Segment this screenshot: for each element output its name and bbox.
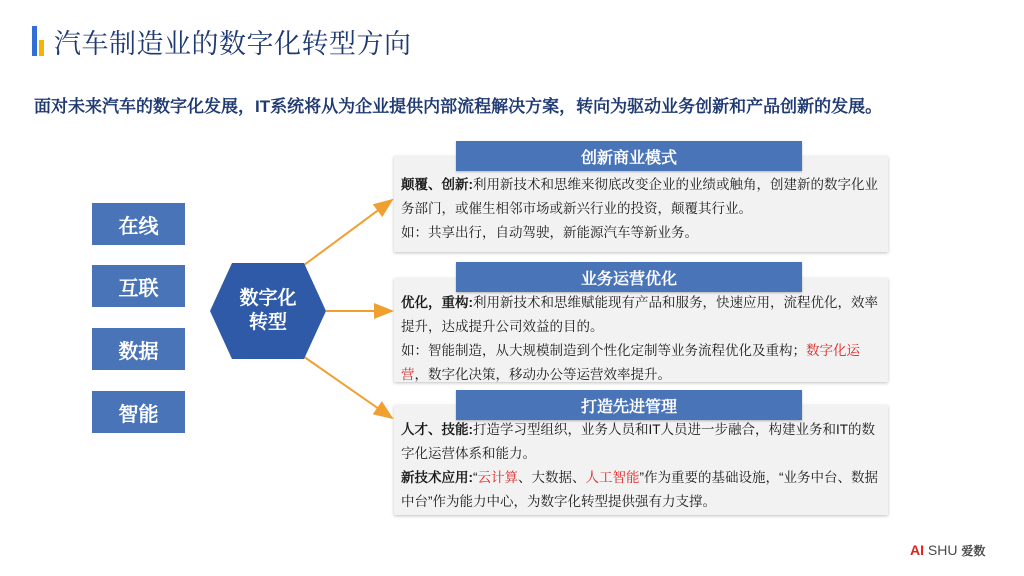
panel3-quote-open: “	[473, 470, 478, 485]
panel2-highlight: 数字化运营	[401, 343, 860, 382]
panel3-middle: 、大数据、	[518, 470, 586, 485]
panel2-bold-lead: 优化，重构:	[401, 295, 473, 310]
panel3-bold-lead: 人才、技能:	[401, 422, 473, 437]
panel-body-operations	[401, 291, 883, 387]
panel1-example: 如：共享出行，自动驾驶，新能源汽车等新业务。	[401, 225, 698, 240]
logo-ai: AI	[910, 542, 924, 558]
page-subtitle: 面对未来汽车的数字化发展，IT系统将从为企业提供内部流程解决方案，转向为驱动业务创新和产品创新的发展。	[34, 97, 883, 116]
left-item-interconnect: 互联	[92, 265, 185, 307]
panel2-text: 利用新技术和思维赋能现有产品和服务，快速应用，流程优化，效率提升，达成提升公司效益的目的。	[401, 295, 878, 334]
panel2-example: 如：智能制造，从大规模制造到个性化定制等业务流程优化及重构；	[401, 343, 806, 358]
arrow-to-business-model	[300, 200, 392, 268]
panel1-text: 利用新技术和思维来彻底改变企业的业绩或触角，创建新的数字化业务部门，或催生相邻市场或新兴行业的投资，颠覆其行业。	[401, 177, 878, 216]
panel3-text: 打造学习型组织，业务人员和IT人员进一步融合，构建业务和IT的数字化运营体系和能力。	[401, 422, 875, 461]
brand-logo	[910, 542, 985, 559]
panel-header-operations: 业务运营优化	[456, 262, 802, 292]
logo-cn: 爱数	[961, 544, 986, 558]
panel-body-management	[401, 418, 883, 514]
panel1-bold-lead: 颠覆、创新:	[401, 177, 473, 192]
panel-header-management: 打造先进管理	[456, 390, 802, 420]
left-item-data: 数据	[92, 328, 185, 370]
panel-body-business-model	[401, 173, 883, 245]
panel3-highlight-ai: 人工智能	[585, 470, 640, 485]
logo-shu: SHU	[927, 542, 958, 558]
panel2-example-tail: ，数字化决策，移动办公等运营效率提升。	[414, 367, 671, 382]
hub-label-line1: 数字化	[239, 288, 297, 309]
panel-header-business-model: 创新商业模式	[456, 141, 802, 171]
hub-label-line2: 转型	[248, 312, 287, 333]
panel3-tail: ”作为重要的基础设施，“业务中台、数据中台”作为能力中心，为数字化转型提供强有力支撑。	[401, 470, 878, 509]
left-item-intelligence: 智能	[92, 391, 185, 433]
left-item-online: 在线	[92, 203, 185, 245]
panel3-bold-lead2: 新技术应用:	[401, 470, 473, 485]
panel3-highlight-cloud: 云计算	[477, 470, 518, 485]
digital-transformation-hub	[210, 263, 326, 359]
arrow-to-management	[300, 354, 392, 418]
page-title: 汽车制造业的数字化转型方向	[54, 29, 412, 59]
